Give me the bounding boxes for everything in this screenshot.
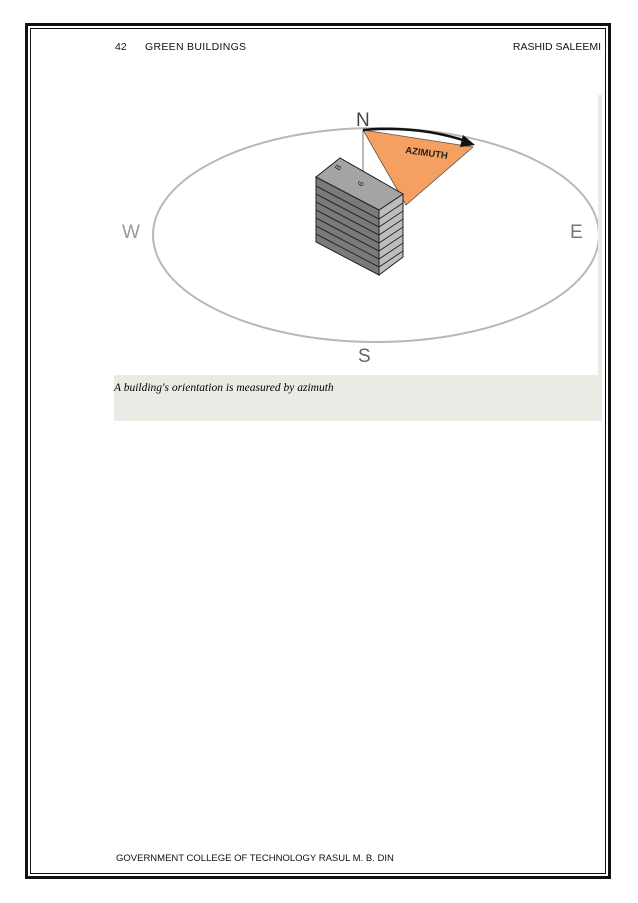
azimuth-diagram-svg (114, 95, 598, 375)
azimuth-illustration (114, 95, 598, 375)
page-footer: GOVERNMENT COLLEGE OF TECHNOLOGY RASUL M. B. DIN (116, 853, 394, 864)
compass-north: N (356, 110, 370, 131)
compass-south: S (358, 346, 371, 367)
figure-container (114, 95, 602, 421)
figure-caption: A building's orientation is measured by azimuth (114, 382, 334, 394)
chapter-title: GREEN BUILDINGS (145, 41, 247, 53)
building-mark-1: B (332, 162, 344, 172)
compass-west: W (122, 222, 140, 243)
page-header (115, 41, 601, 57)
author-name: RASHID SALEEMI (512, 41, 601, 53)
compass-east: E (570, 222, 583, 243)
page-number: 42 (115, 41, 127, 53)
building-mark-2: 6 (355, 179, 366, 188)
azimuth-label: AZIMUTH (404, 145, 449, 162)
